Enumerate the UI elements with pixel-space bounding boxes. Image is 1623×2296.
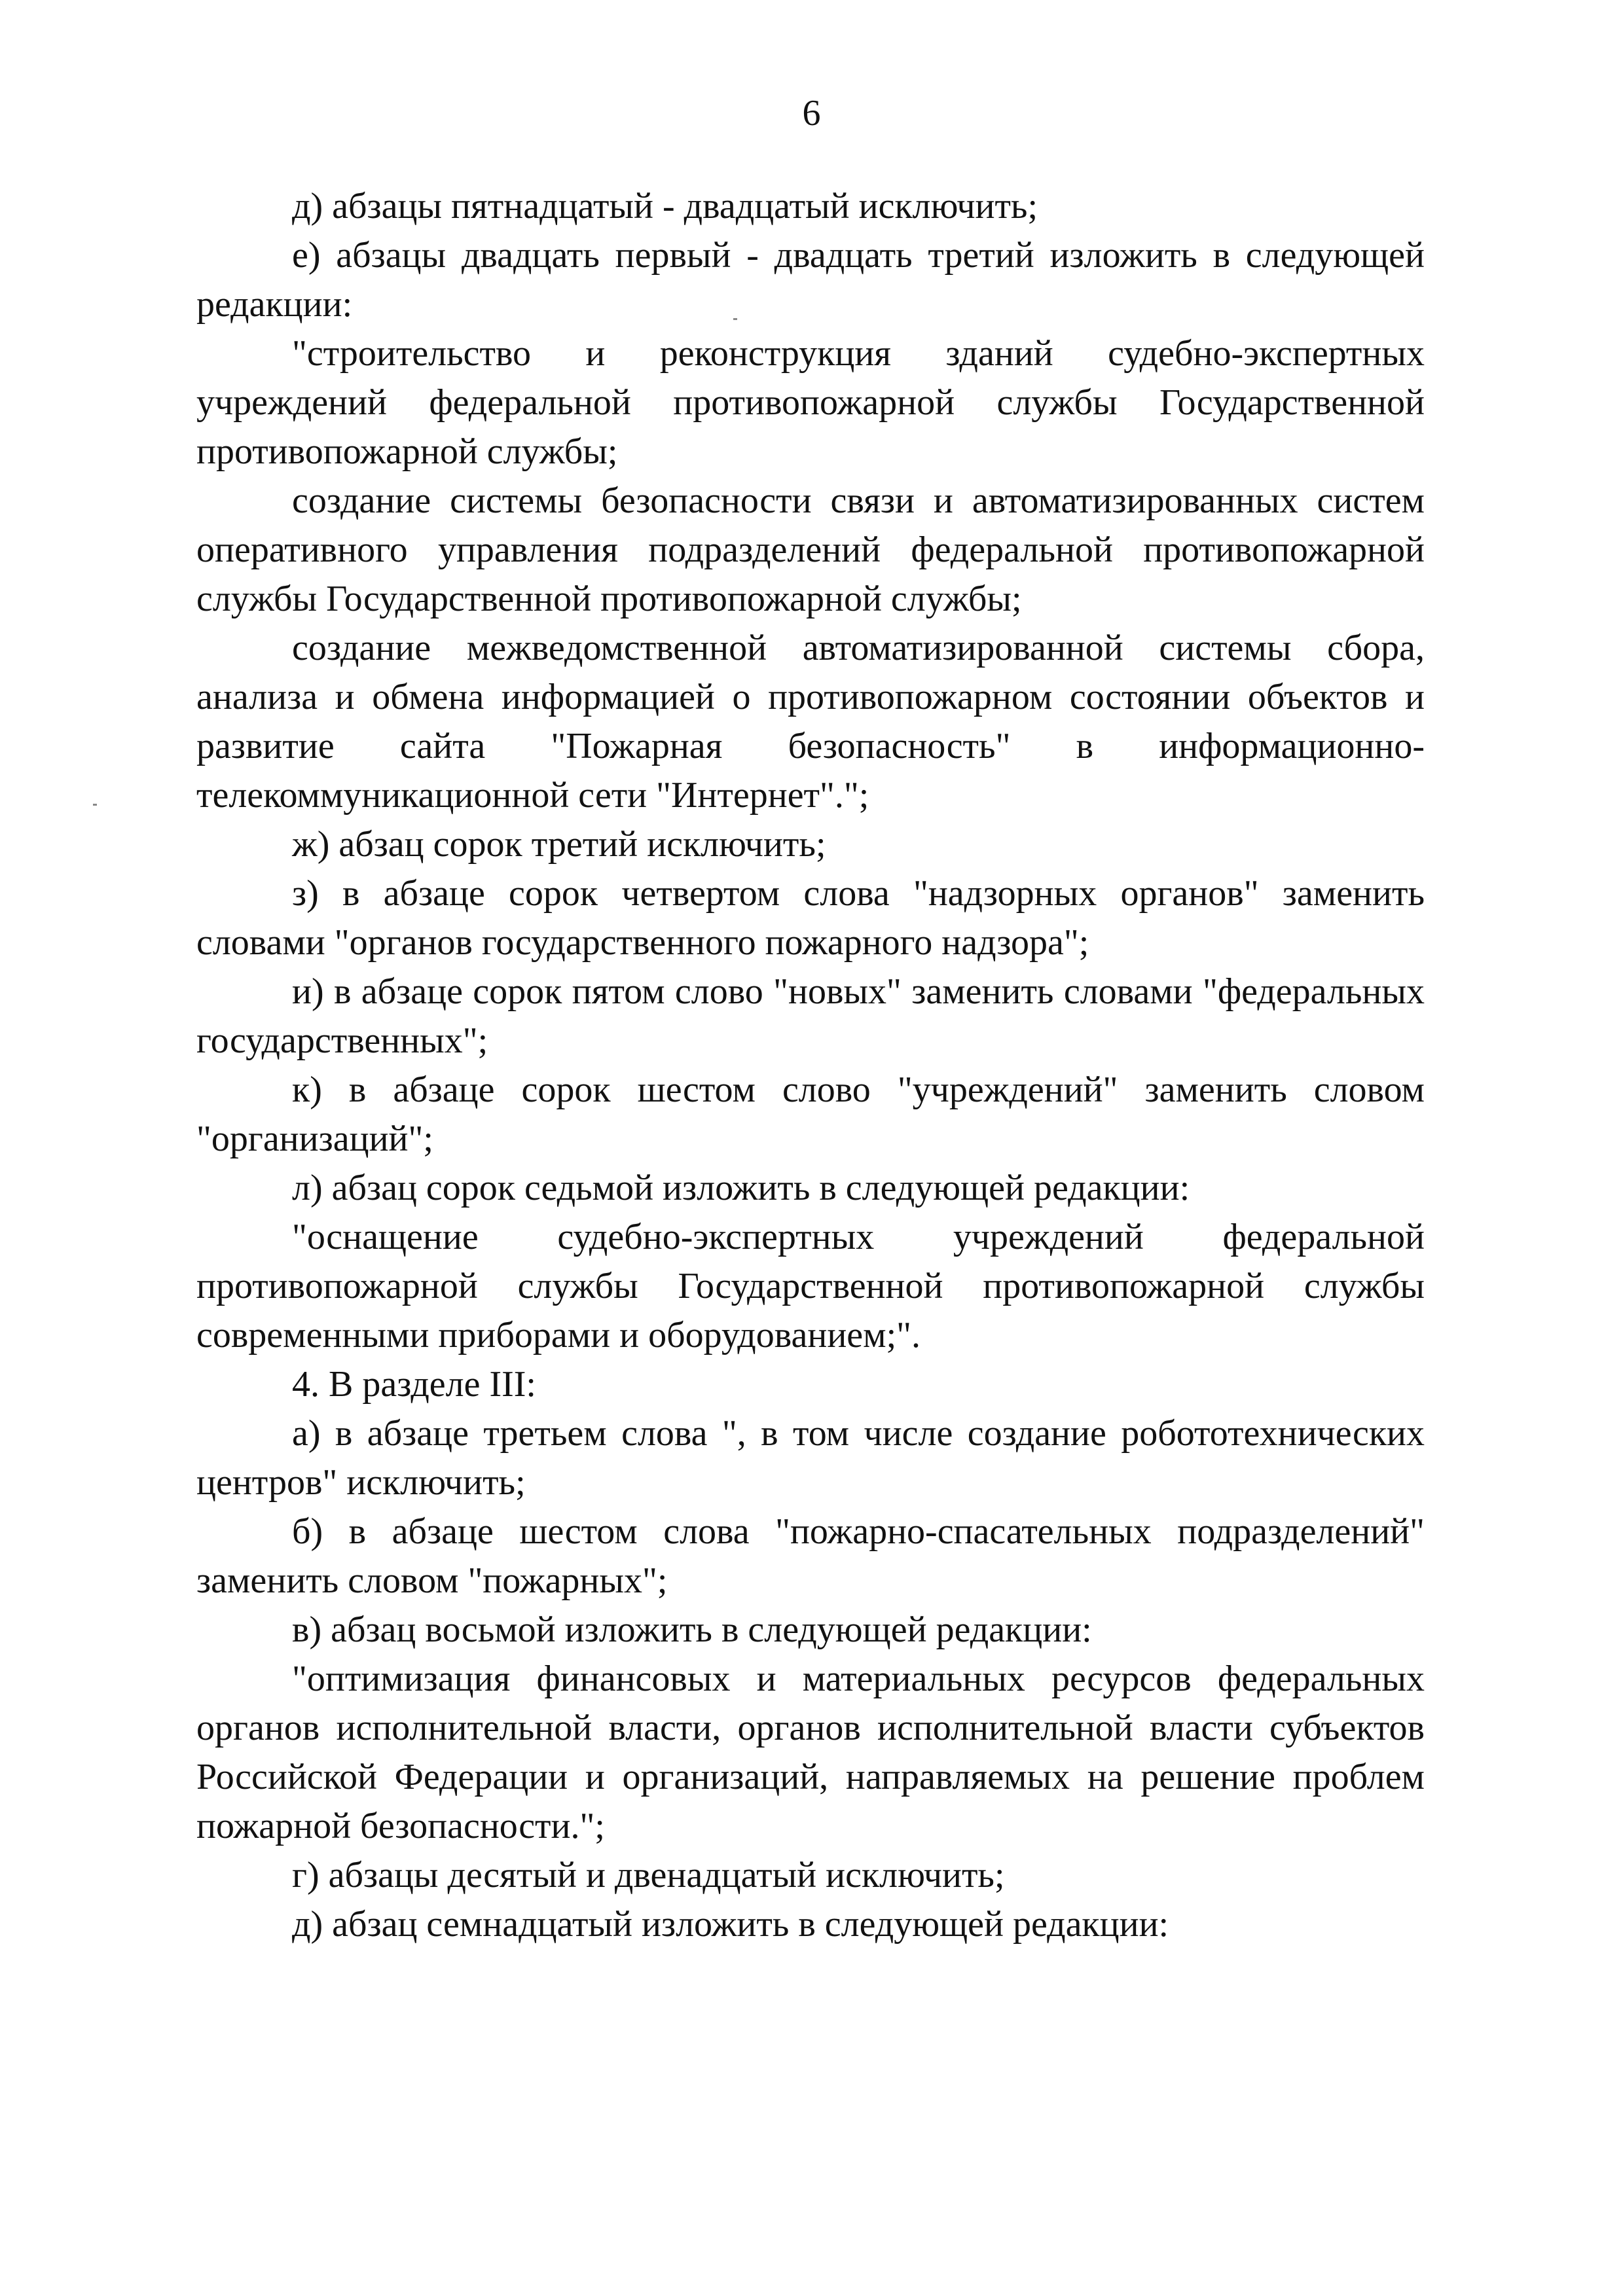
paragraph-e-abzacy-21-23: е) абзацы двадцать первый - двадцать третий изложить в следующей редакции: xyxy=(196,235,1425,325)
paragraph-d-abzacy-15-20: д) абзацы пятнадцатый - двадцатый исключить; xyxy=(292,186,1038,226)
paragraph-quote-equipment: "оснащение судебно-экспертных учреждений федеральной противопожарной службы Государственной противопожарной службы современными приборами и оборудованием;". xyxy=(196,1217,1425,1355)
paragraph-v-abzac-8: в) абзац восьмой изложить в следующей редакции: xyxy=(292,1609,1092,1650)
scan-speck xyxy=(93,804,97,806)
paragraph-i-abzac-45: и) в абзаце сорок пятом слово "новых" заменить словами "федеральных государственных"; xyxy=(196,971,1425,1061)
paragraph-quote-construction: "строительство и реконструкция зданий судебно-экспертных учреждений федеральной противопожарной службы Государственной противопожарной службы; xyxy=(196,333,1425,472)
paragraph-quote-optimization: "оптимизация финансовых и материальных ресурсов федеральных органов исполнительной власти, органов исполнительной власти субъектов Российской Федерации и организаций, направляемых на решение проблем пожарной безопасности."; xyxy=(196,1659,1425,1846)
document-body xyxy=(196,182,1425,1949)
paragraph-l-abzac-47: л) абзац сорок седьмой изложить в следующей редакции: xyxy=(292,1168,1190,1208)
paragraph-d-abzac-17: д) абзац семнадцатый изложить в следующей редакции: xyxy=(292,1904,1169,1945)
section-heading-4: 4. В разделе III: xyxy=(292,1364,536,1405)
paragraph-k-abzac-46: к) в абзаце сорок шестом слово "учреждений" заменить словом "организаций"; xyxy=(196,1069,1425,1159)
paragraph-quote-interagency-system: создание межведомственной автоматизированной системы сбора, анализа и обмена информацией о противопожарном состоянии объектов и развитие сайта "Пожарная безопасность" в информационно-телекоммуникационной сети "Интернет"."; xyxy=(196,628,1425,816)
paragraph-b-abzac-6: б) в абзаце шестом слова "пожарно-спасательных подразделений" заменить словом "пожарных"; xyxy=(196,1511,1425,1601)
paragraph-quote-communication-security: создание системы безопасности связи и автоматизированных систем оперативного управления подразделений федеральной противопожарной службы Государственной противопожарной службы; xyxy=(196,480,1425,619)
paragraph-a-abzac-3: а) в абзаце третьем слова ", в том числе создание робототехнических центров" исключить; xyxy=(196,1413,1425,1503)
paragraph-zh-abzac-43: ж) абзац сорок третий исключить; xyxy=(292,824,826,865)
paragraph-z-abzac-44: з) в абзаце сорок четвертом слова "надзорных органов" заменить словами "органов государственного пожарного надзора"; xyxy=(196,873,1425,963)
scan-speck xyxy=(733,318,737,320)
page-number: 6 xyxy=(802,93,821,134)
paragraph-g-abzacy-10-12: г) абзацы десятый и двенадцатый исключить; xyxy=(292,1855,1005,1895)
